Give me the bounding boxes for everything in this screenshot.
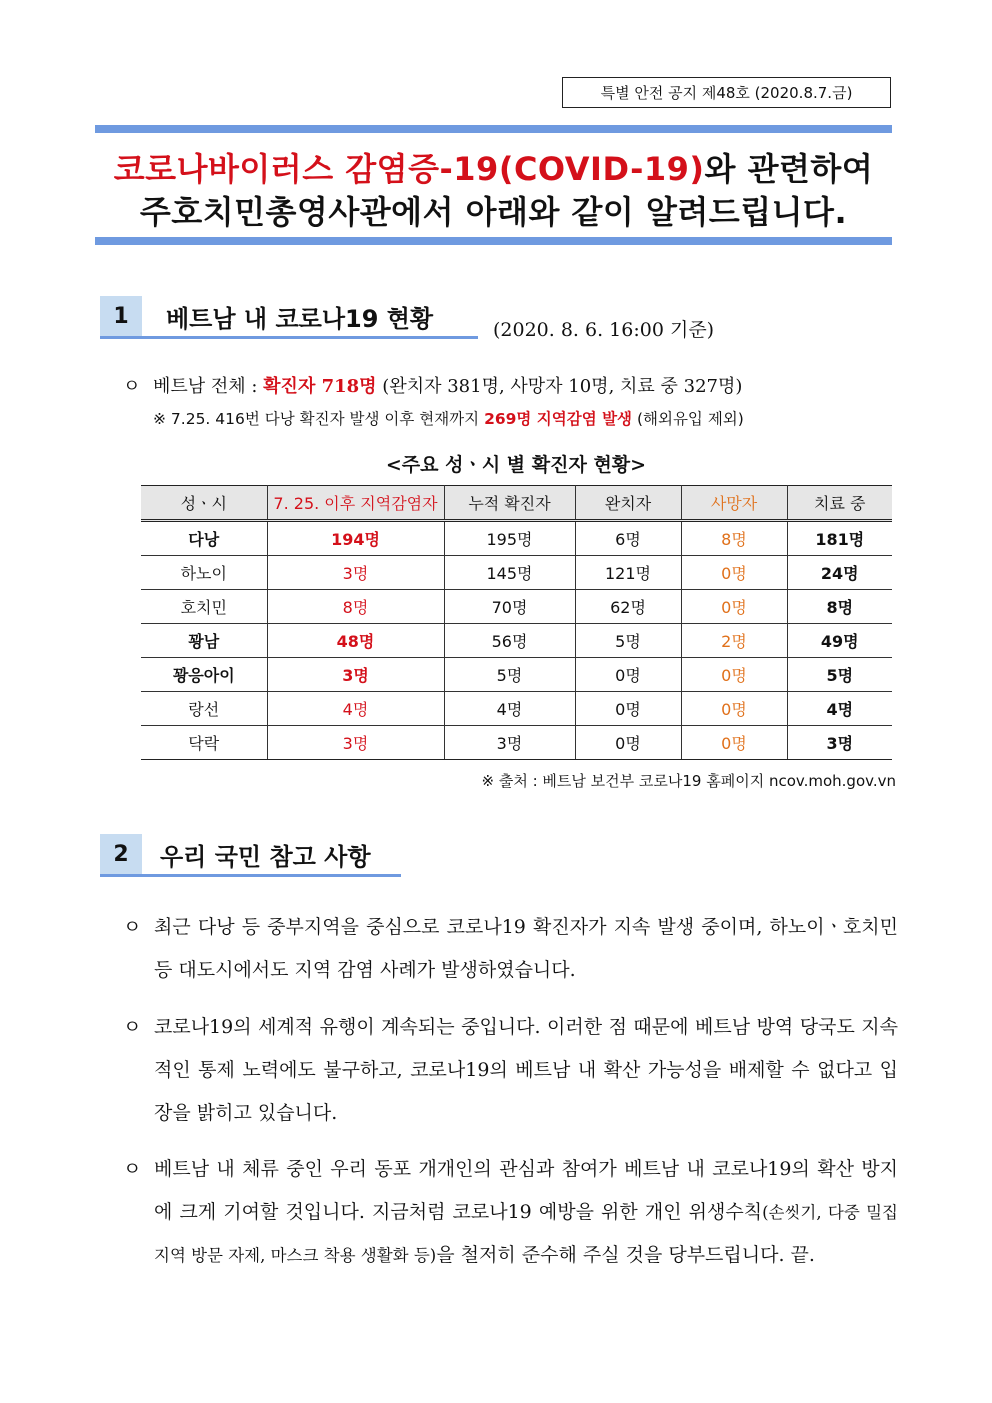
title-top-bar [95,125,892,133]
header-deaths: 사망자 [681,486,787,521]
header-treatment: 치료 중 [787,486,892,521]
cell-treatment: 49명 [787,624,892,658]
bullet-icon: ㅇ [123,1158,142,1180]
paragraph-3-a: 베트남 내 체류 중인 우리 동포 개개인의 관심과 참여가 베트남 내 코로나19의 확산 방지에 크게 기여할 것입니다. 지금처럼 코로나19 예방을 위한 개인 위생수칙 [154,1158,898,1223]
local-infection-note [153,407,744,429]
cell-recovered: 0명 [575,692,681,726]
paragraph-3-b: (손씻기, 다중 밀집지역 방문 자제, 마스크 착용 생활화 등) [154,1203,898,1265]
cell-treatment: 181명 [787,521,892,556]
section-1-underline [100,336,478,339]
cell-deaths: 0명 [681,556,787,590]
cell-province: 랑선 [141,692,267,726]
summary-label: 베트남 전체 : [153,376,264,397]
section-2-header [100,834,391,874]
title-line-1 [95,146,892,192]
cell-cumulative: 3명 [444,726,575,760]
cell-cumulative: 5명 [444,658,575,692]
cell-cumulative: 70명 [444,590,575,624]
section-1-title: 베트남 내 코로나19 현황 [166,304,434,333]
paragraph-1 [123,906,898,992]
cell-cumulative: 4명 [444,692,575,726]
table-row [141,692,892,726]
table-row [141,590,892,624]
table-caption: <주요 성ㆍ시 별 확진자 현황> [385,454,647,476]
summary-confirmed: 확진자 718명 [263,376,377,397]
bullet-icon: ㅇ [123,1016,142,1038]
cell-cumulative: 145명 [444,556,575,590]
cell-deaths: 2명 [681,624,787,658]
header-local-cases: 7. 25. 이후 지역감염자 [267,486,444,521]
cell-recovered: 62명 [575,590,681,624]
cell-local-cases: 194명 [267,521,444,556]
note-post: (해외유입 제외) [632,410,744,428]
paragraph-3-text [154,1148,898,1277]
cell-cumulative: 56명 [444,624,575,658]
table-row [141,658,892,692]
cell-province: 꽝응아이 [141,658,267,692]
table-row [141,521,892,556]
cell-treatment: 24명 [787,556,892,590]
paragraph-3 [123,1148,898,1277]
cell-recovered: 6명 [575,521,681,556]
cell-recovered: 5명 [575,624,681,658]
cell-province: 하노이 [141,556,267,590]
table-row [141,624,892,658]
cell-deaths: 0명 [681,590,787,624]
cell-province: 호치민 [141,590,267,624]
section-2-number: 2 [100,834,142,874]
as-of-date: (2020. 8. 6. 16:00 기준) [493,319,715,341]
note-pre: ※ 7.25. 416번 다낭 확진자 발생 이후 현재까지 [153,410,485,428]
header-recovered: 완치자 [575,486,681,521]
notice-label: 특별 안전 공지 제48호 (2020.8.7.금) [562,77,891,108]
cell-deaths: 8명 [681,521,787,556]
note-red: 269명 지역감염 발생 [484,410,633,428]
cases-table [141,485,892,760]
cell-local-cases: 4명 [267,692,444,726]
cell-deaths: 0명 [681,692,787,726]
header-cumulative: 누적 확진자 [444,486,575,521]
paragraph-2 [123,1006,898,1135]
title-line-2: 주호치민총영사관에서 아래와 같이 알려드립니다. [139,193,848,231]
cell-treatment: 4명 [787,692,892,726]
cell-treatment: 3명 [787,726,892,760]
cell-treatment: 8명 [787,590,892,624]
cell-recovered: 0명 [575,726,681,760]
cell-local-cases: 48명 [267,624,444,658]
source-note: ※ 출처 : 베트남 보건부 코로나19 홈페이지 ncov.moh.gov.vn [481,772,896,790]
title-bottom-bar [95,237,892,245]
section-1-header [100,296,453,336]
paragraph-3-c: 을 철저히 준수해 주실 것을 당부드립니다. 끝. [436,1244,815,1266]
cell-deaths: 0명 [681,726,787,760]
cell-local-cases: 3명 [267,556,444,590]
bullet-icon: ㅇ [123,916,142,938]
paragraph-2-text: 코로나19의 세계적 유행이 계속되는 중입니다. 이러한 점 때문에 베트남 방역 당국도 지속적인 통제 노력에도 불구하고, 코로나19의 베트남 내 확산 가능성을 배제할 수 없다고 입장을 밝히고 있습니다. [154,1016,898,1124]
cell-province: 꽝남 [141,624,267,658]
title-black-text: 와 관련하여 [704,150,874,188]
summary-rest: (완치자 381명, 사망자 10명, 치료 중 327명) [376,376,743,397]
cell-province: 다낭 [141,521,267,556]
table-row [141,556,892,590]
table-row [141,726,892,760]
header-province: 성ㆍ시 [141,486,267,521]
cell-local-cases: 3명 [267,658,444,692]
table-header-row [141,486,892,521]
cell-cumulative: 195명 [444,521,575,556]
cell-treatment: 5명 [787,658,892,692]
cell-deaths: 0명 [681,658,787,692]
cell-recovered: 121명 [575,556,681,590]
paragraph-1-text: 최근 다낭 등 중부지역을 중심으로 코로나19 확진자가 지속 발생 중이며, 하노이ㆍ호치민 등 대도시에서도 지역 감염 사례가 발생하였습니다. [154,916,898,981]
cell-recovered: 0명 [575,658,681,692]
title-red-text: 코로나바이러스 감염증-19(COVID-19) [113,150,705,188]
section-2-underline [100,874,401,877]
bullet-icon: ㅇ [123,376,141,397]
cell-local-cases: 8명 [267,590,444,624]
section-1-number: 1 [100,296,142,336]
cell-local-cases: 3명 [267,726,444,760]
section-2-title: 우리 국민 참고 사항 [160,842,371,871]
cell-province: 닥락 [141,726,267,760]
summary-line [123,372,742,398]
